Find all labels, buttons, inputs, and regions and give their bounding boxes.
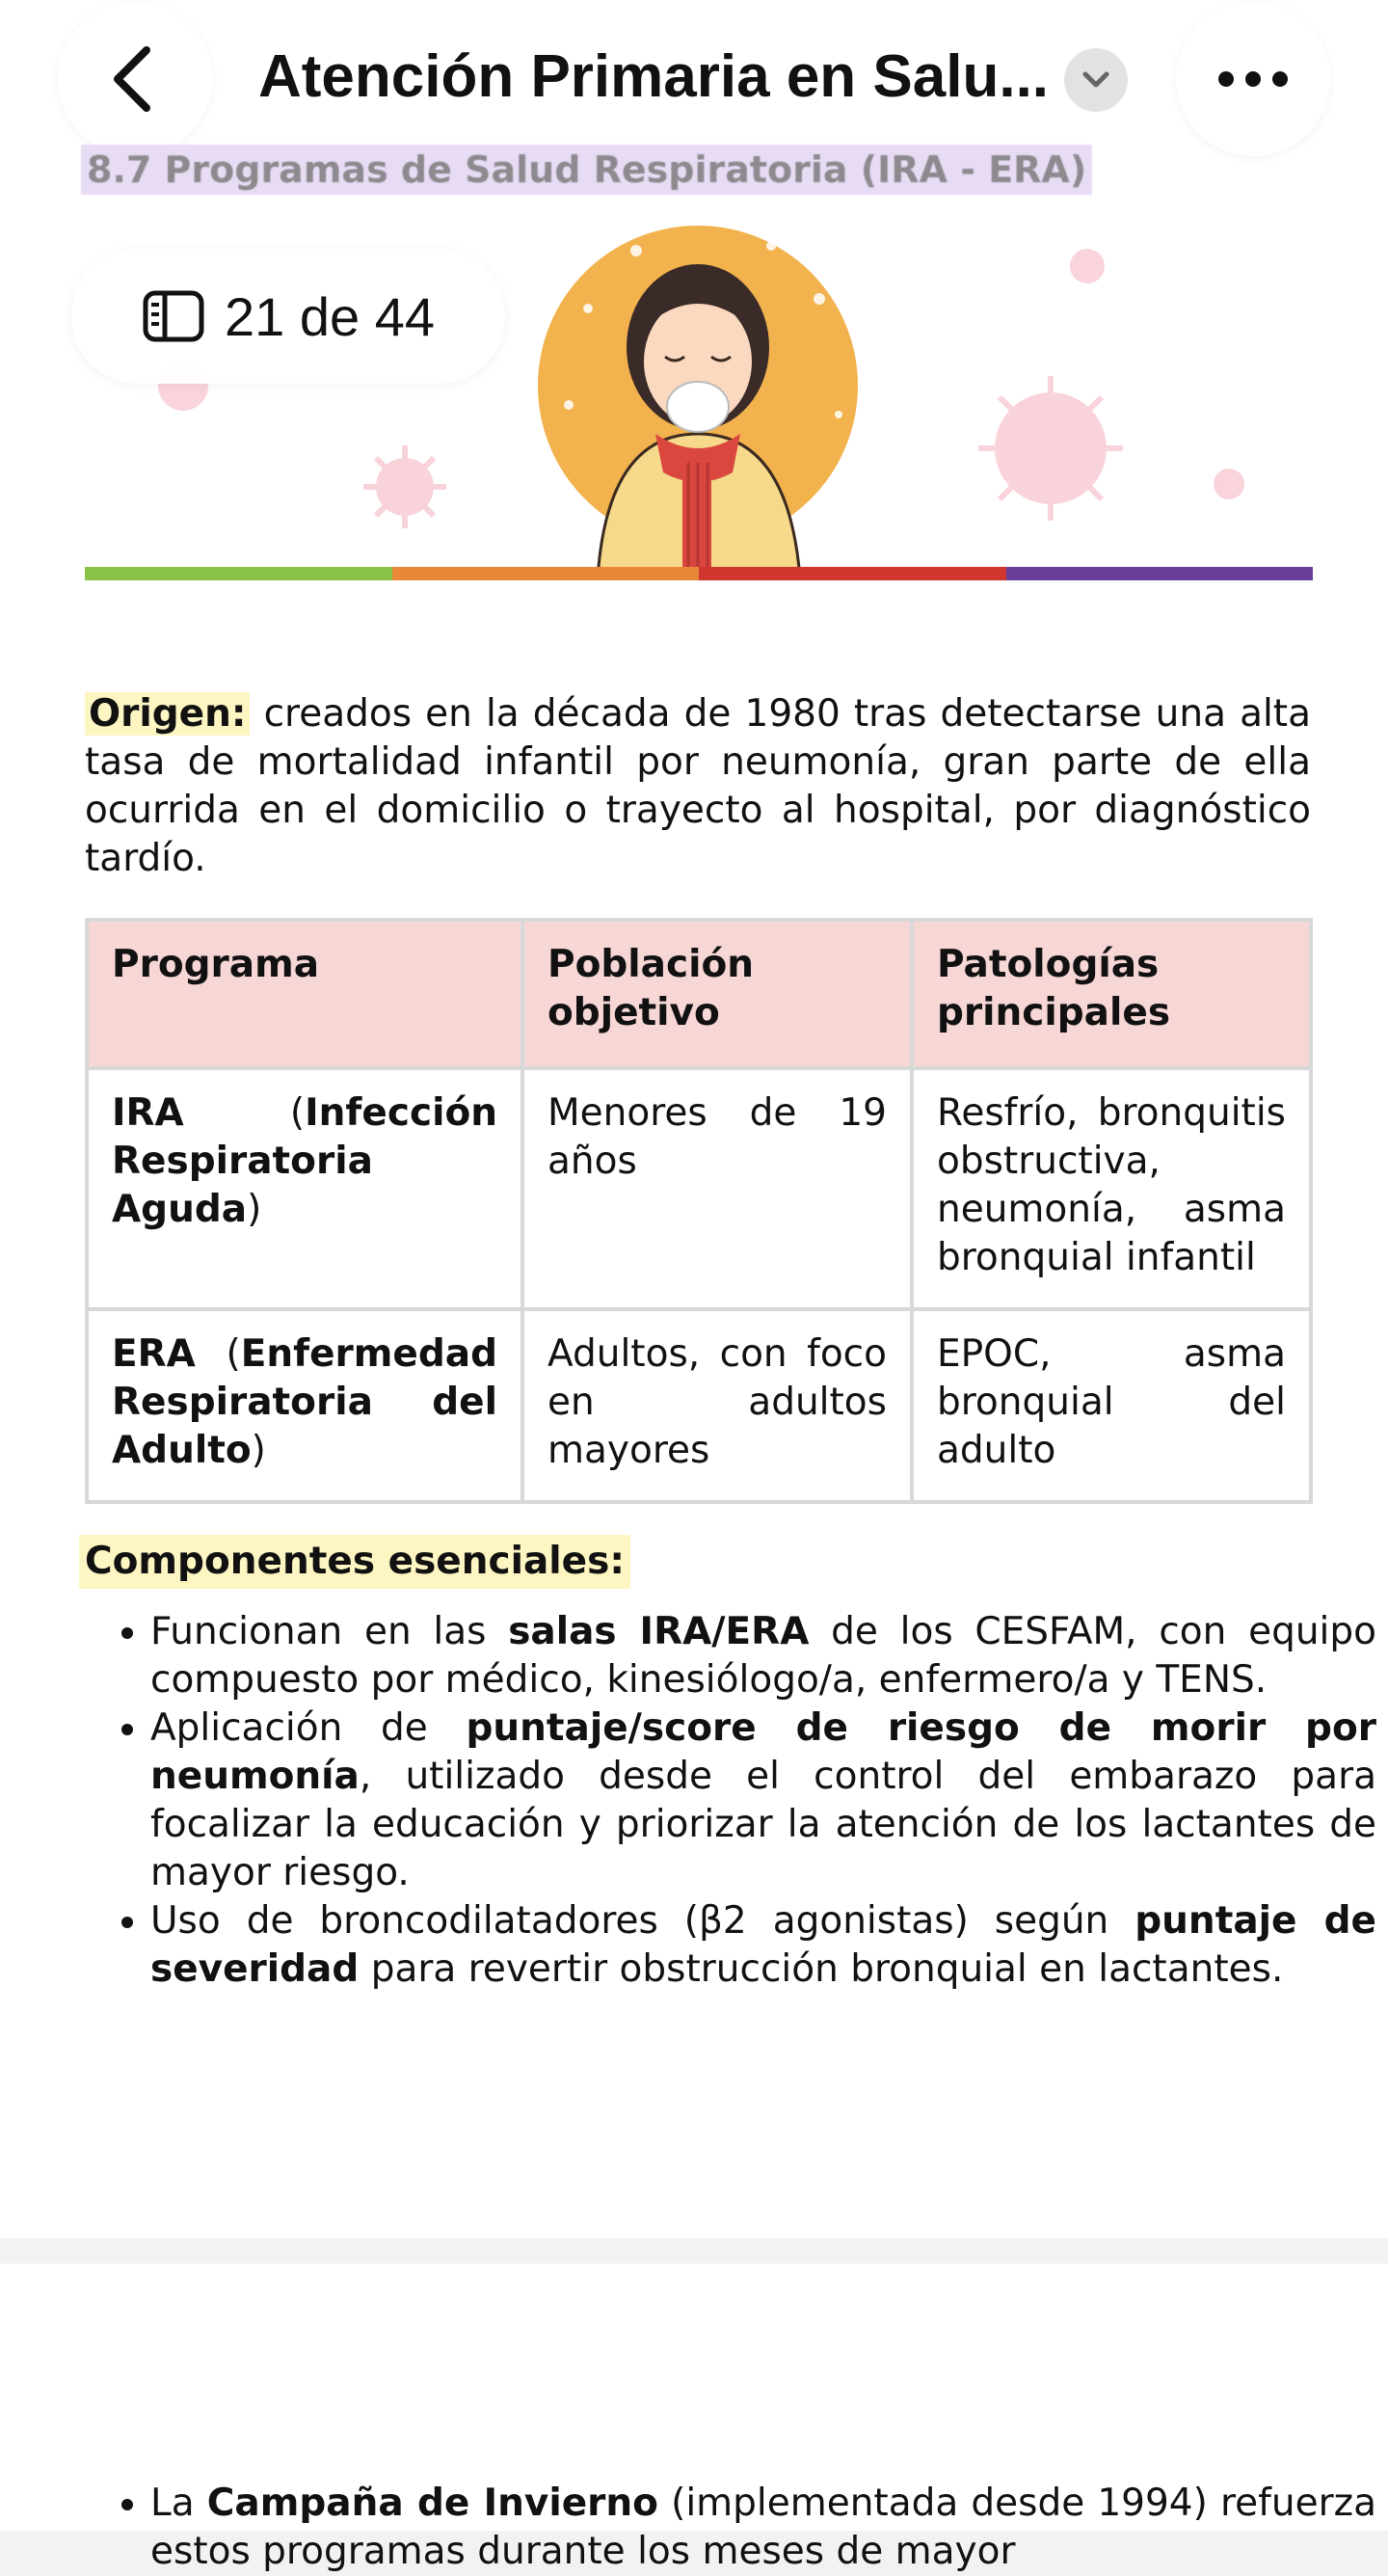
population-cell: Menores de 19 años (522, 1068, 912, 1309)
item-bold: puntaje/score de riesgo de morir por neumonía (150, 1706, 1376, 1798)
color-bar-segment (392, 567, 700, 580)
components-heading: Componentes esenciales: (79, 1535, 630, 1589)
next-document-page (0, 2264, 1388, 2573)
list-item (150, 1608, 1376, 1704)
column-header: Población objetivo (522, 920, 912, 1068)
program-name: Infección Respiratoria Aguda (112, 1091, 497, 1231)
item-bold: puntaje de severidad (150, 1899, 1376, 1991)
program-cell: ERA (Enfermedad Respiratoria del Adulto) (87, 1309, 522, 1502)
program-acronym: ERA (112, 1332, 196, 1376)
program-cell: IRA (Infección Respiratoria Aguda) (87, 1068, 522, 1309)
page-indicator-text: 21 de 44 (225, 285, 435, 347)
item-text: para revertir obstrucción bronquial en lactantes. (359, 1947, 1284, 1991)
origin-paragraph (85, 690, 1311, 883)
pathologies-cell: EPOC, asma bronquial del adulto (912, 1309, 1311, 1502)
title-dropdown-button[interactable] (1064, 48, 1128, 112)
more-options-button[interactable] (1176, 2, 1330, 156)
girl-figure (538, 226, 858, 578)
color-bar-segment (699, 567, 1006, 580)
table-row (87, 1309, 1311, 1502)
population-cell: Adultos, con foco en adultos mayores (522, 1309, 912, 1502)
origin-label: Origen: (85, 692, 250, 736)
pathologies-cell: Resfrío, bronquitis obstructiva, neumonía, asma bronquial infantil (912, 1068, 1311, 1309)
list-item (150, 2480, 1376, 2576)
back-button[interactable] (58, 2, 212, 156)
next-page-list (85, 2480, 1376, 2576)
program-acronym: IRA (112, 1091, 184, 1135)
color-bar-segment (1006, 567, 1314, 580)
list-item (150, 1704, 1376, 1897)
table-header-row (87, 920, 1311, 1068)
item-text: Uso de broncodilatadores (β2 agonistas) según (150, 1899, 1135, 1943)
list-item (150, 1897, 1376, 1994)
item-bold: salas IRA/ERA (508, 1610, 810, 1653)
table-row (87, 1068, 1311, 1309)
column-header: Programa (87, 920, 522, 1068)
item-text: de los CESFAM, con equipo compuesto por médico, kinesiólogo/a, enfermero/a y TENS. (150, 1610, 1376, 1702)
ellipsis-icon (1214, 69, 1292, 89)
item-text: Aplicación de (150, 1706, 467, 1750)
page-indicator-button[interactable] (71, 249, 505, 384)
item-text: (implementada desde 1994) refuerza estos programas durante los meses de mayor (150, 2482, 1376, 2573)
chevron-left-icon (106, 44, 164, 114)
item-text: La (150, 2482, 207, 2525)
column-header: Patologías principales (912, 920, 1311, 1068)
item-text: Funcionan en las (150, 1610, 509, 1653)
decorative-color-bar (85, 567, 1313, 580)
item-bold: Campaña de Invierno (206, 2482, 658, 2525)
item-text: , utilizado desde el control del embarazo para focalizar la educación y priorizar la atención de los lactantes de mayor riesgo. (150, 1755, 1376, 1894)
section-heading: 8.7 Programas de Salud Respiratoria (IRA - ERA) (81, 145, 1092, 195)
programs-table (85, 918, 1313, 1504)
program-name: Enfermedad Respiratoria del Adulto (112, 1332, 497, 1472)
document-title[interactable]: Atención Primaria en Salu... (258, 43, 1050, 110)
color-bar-segment (85, 567, 392, 580)
origin-text: creados en la década de 1980 tras detectarse una alta tasa de mortalidad infantil por neumonía, gran parte de ella ocurrida en el domicilio o trayecto al hospital, por diagnóstico tardío. (85, 692, 1311, 880)
components-list (85, 1608, 1376, 1994)
chevron-down-icon (1081, 70, 1110, 90)
sidebar-icon (142, 289, 205, 343)
